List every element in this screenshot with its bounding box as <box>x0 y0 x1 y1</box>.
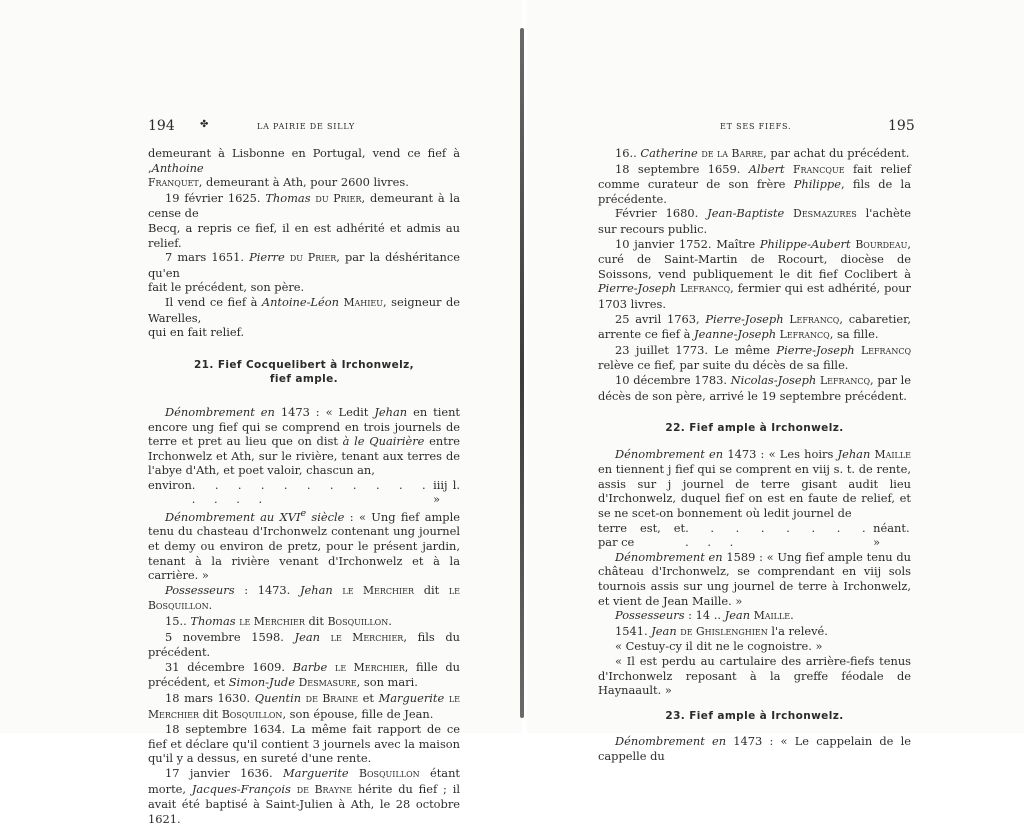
list-item: 25 avril 1763, Pierre-Joseph Lefrancq, cabaretier, arrente ce fief à Jeanne-Joseph Lefrancq, sa fille. <box>598 311 911 342</box>
list-item: 23 juillet 1773. Le même Pierre-Joseph Lefrancq relève ce fief, par suite du décès de sa fille. <box>598 342 912 373</box>
section-23-opening: Dénombrement en 1473 : « Le cappelain de le cappelle du <box>598 734 911 763</box>
text-line: Il vend ce fief à Antoine-Léon Mahieu, seigneur de Warelles, <box>148 294 461 325</box>
text-line: Becq, a repris ce fief, il en est adhérité et admis au relief. <box>148 220 460 250</box>
list-item: 5 novembre 1598. Jean le Merchier, fils du précédent. <box>148 629 461 660</box>
list-item: 15.. Thomas le Merchier dit Bosquillon. <box>165 614 392 629</box>
list-item: 17 janvier 1636. Marguerite Bosquillon étant morte, Jacques-François de Brayne hérite du fief ; il avait été baptisé à Saint-Julien à Ath, le 28 octobre 1621. <box>148 765 460 826</box>
list-item: Février 1680. Jean-Baptiste Desmazures l'achète sur recours public. <box>598 206 911 236</box>
section-21-subtitle: fief ample. <box>269 373 339 386</box>
left-running-head: LA PAIRIE DE SILLY <box>257 122 356 131</box>
section-21-title: 21. Fief Cocquelibert à Irchonwelz, <box>193 358 415 371</box>
list-item: 10 janvier 1752. Maître Philippe-Aubert Bourdeau, curé de Saint-Martin de Rocourt, diocèse de Soissons, vend publiquement le dit fief Coclibert à Pierre-Joseph Lefrancq, fermier qui est adhérité, pour 1703 livres. <box>598 236 912 311</box>
possesseurs-list <box>148 583 460 826</box>
text-line: fait le précédent, son père. <box>148 280 305 295</box>
section-22-title: 22. Fief ample à Irchonwelz. <box>665 422 844 435</box>
list-item: Possesseurs : 1473. Jehan le Merchier dit le Bosquillon. <box>148 582 461 613</box>
dot-leader: . . . . . . . . . . . <box>685 520 874 550</box>
text-line: 19 février 1625. Thomas du Prier, demeurant à la cense de <box>148 190 460 221</box>
section-22-body <box>598 550 911 698</box>
book-spine-gutter <box>520 28 524 718</box>
ornament-icon: ✤ <box>200 119 210 130</box>
list-item: « Cestuy-cy il dit ne le cognoistre. » <box>615 639 823 654</box>
list-item: 18 mars 1630. Quentin de Braine et Marguerite le Merchier dit Bosquillon, son épouse, fille de Jean. <box>148 690 460 721</box>
list-item: 18 septembre 1659. Albert Francque fait relief comme curateur de son frère Philippe, fils de la précédente. <box>598 161 911 206</box>
right-text-block <box>598 146 911 764</box>
list-item: Dénombrement en 1589 : « Ung fief ample tenu du château d'Irchonwelz, se comprendant en viij sols tournois assis sur ung journel de terre à Irchonwelz, et vient de Jean Maille. » <box>598 549 911 608</box>
denombrement-1473-paragraph: Dénombrement en 1473 : « Les hoirs Jehan Maille en tiennent j fief qui se comprent en viij s. t. de rente, assis sur j journel de terre gisant audit lieu d'Irchonwelz, duquel fief on est en faute de relief, et se ne scet-on bonnement où ledit journel de <box>598 446 912 521</box>
dot-leader: . . . . . . . . . . . . . . . <box>191 477 434 507</box>
valuation-value: iiij l. » <box>433 477 460 507</box>
right-page <box>527 0 1024 763</box>
text-line: 7 mars 1651. Pierre du Prier, par la déshéritance qu'en <box>148 250 461 280</box>
list-item: 18 septembre 1634. La même fait rapport de ce fief et déclare qu'il contient 3 journels avec la maison qu'il y a dessus, en sureté d'une rente. <box>148 722 460 766</box>
list-item: « Il est perdu au cartulaire des arrière-fiefs tenus d'Irchonwelz reposant à la greffe féodale de Haynaault. » <box>598 654 911 698</box>
valuation-value: néant. » <box>873 520 910 550</box>
text-line: qui en fait relief. <box>148 325 245 340</box>
left-page-number: 194 <box>148 118 175 134</box>
list-item: 1541. Jean de Ghislenghien l'a relevé. <box>615 623 828 638</box>
list-item: 16.. Catherine de la Barre, par achat du précédent. <box>615 146 910 160</box>
right-page-number: 195 <box>888 118 915 134</box>
valuation-label: terre est, et par ce <box>598 520 686 550</box>
section-23-title: 23. Fief ample à Irchonwelz. <box>665 709 844 722</box>
right-running-head: ET SES FIEFS. <box>720 122 792 131</box>
left-opening-lines <box>148 146 460 340</box>
denombrement-1473-valuation <box>148 478 460 507</box>
text-line: demeurant à Lisbonne en Portugal, vend ce fief à ,Anthoine <box>148 146 460 175</box>
text-line: Franquet, demeurant à Ath, pour 2600 livres. <box>148 175 409 190</box>
list-item: Possesseurs : 14 .. Jean Maille. <box>615 608 794 623</box>
valuation-label: environ <box>148 477 192 492</box>
list-item: 10 décembre 1783. Nicolas-Joseph Lefrancq, par le décès de son père, arrivé le 19 septembre précédent. <box>598 372 911 403</box>
possesseurs-continued <box>598 146 911 403</box>
denombrement-xvi-paragraph: Dénombrement au XVIe siècle : « Ung fief ample tenu du chasteau d'Irchonwelz contenant ung journel et demy ou environ de pretz, pour le présent jardin, tenant à la rivière venant d'Irchonwelz et à la carrière. » <box>148 508 460 583</box>
denombrement-1473-valuation <box>598 521 911 550</box>
denombrement-1473-paragraph: Dénombrement en 1473 : « Ledit Jehan en tient encore ung fief qui se comprend en trois journels de terre et pret au lieu que on dist à le Quairière entre Irchonwelz et Ath, sur le rivière, tenant aux terres de l'abye d'Ath, et poet valoir, chascun an, <box>148 404 461 478</box>
left-text-block <box>148 146 460 826</box>
list-item: 31 décembre 1609. Barbe le Merchier, fille du précédent, et Simon-Jude Desmasure, son mari. <box>148 659 461 690</box>
